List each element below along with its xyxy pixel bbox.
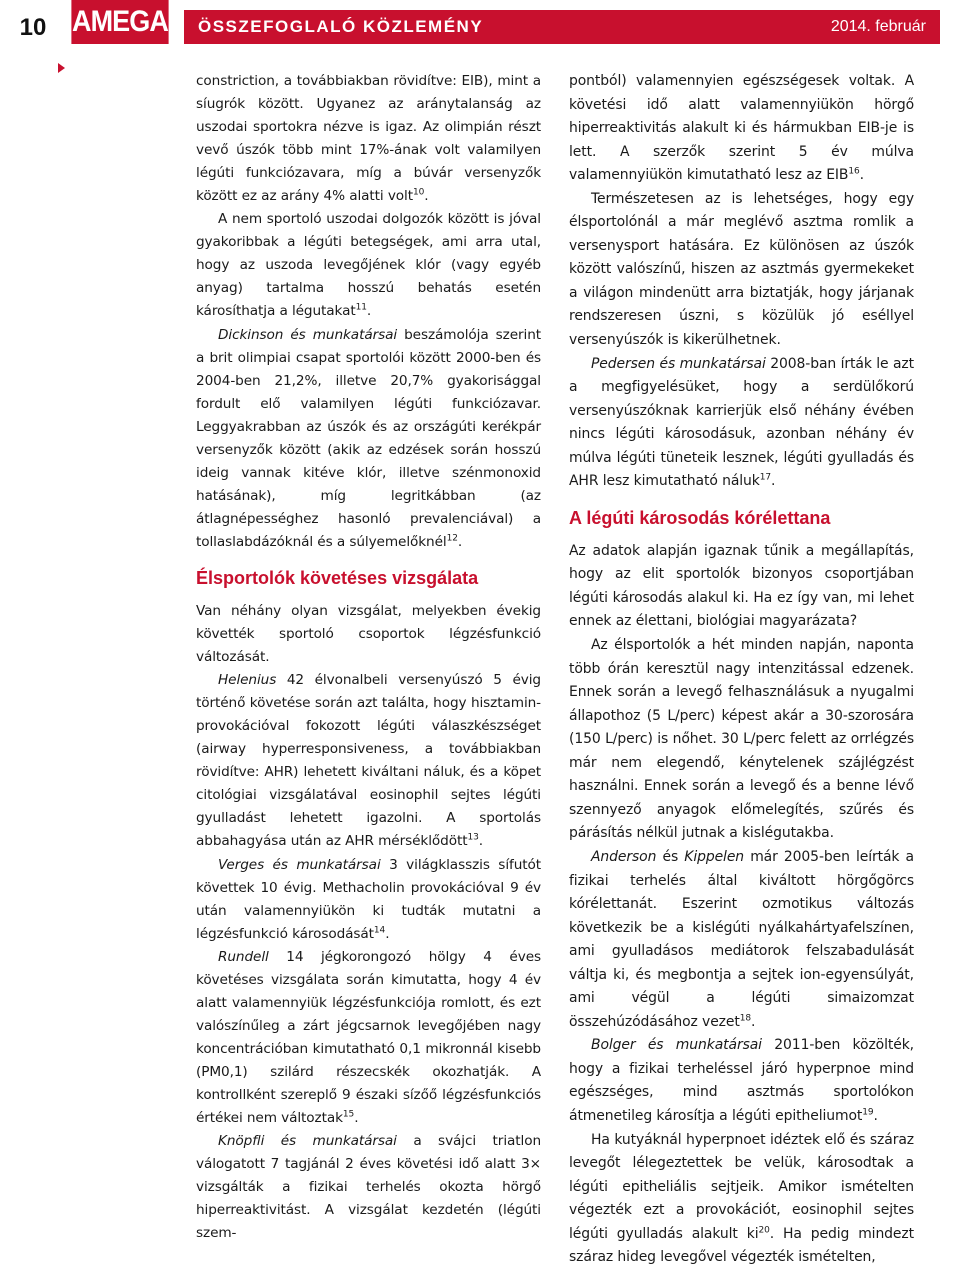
author-name: Knöpfli és munkatársai (218, 1133, 397, 1150)
paragraph: A nem sportoló uszodai dolgozók között is jóval gyakoribbak a légúti betegségek, ami arra utal, hogy az uszoda levegőjének klór (vagy egyéb anyag) tartalma hosszú behatás esetén károsíthatja a légutakat$^{11}$. (196, 211, 541, 320)
paragraph: Ha kutyáknál hyperpnoet idéztek elő és száraz levegőt lélegeztettek be velük, károsodtak a légúti epitheliális sejtjeik. Amikor ismételten végezték ezt a provokációt, eosinophil sejtes légúti gyulladás alakult $ki^{20}$. Ha pedig mindezt száraz hideg levegővel végezték ismételten, (569, 1131, 914, 1266)
left-column (196, 70, 541, 1245)
footnote-ref: 18 (739, 1013, 751, 1024)
footnote-ref: 15 (342, 1109, 355, 1120)
footnote-ref: 20 (758, 1225, 770, 1236)
footnote-ref: 13 (467, 832, 479, 843)
paragraph: pontból) valamennyien egészségesek voltak. A követési idő alatt valamennyiükön hörgő hiperreaktivitás alakult ki és hármukban EIB-je is lett. A szerzők szerint 5 év múlva valamennyiükön kimutatható lesz az EIB$^{16}$. (569, 73, 914, 184)
footnote-ref: 11 (355, 302, 367, 313)
author-name: Dickinson és munkatársai (218, 326, 398, 343)
footnote-ref: 14 (373, 925, 386, 936)
section-heading: Élsportolók követéses vizsgálata (196, 567, 479, 588)
paragraph: Az adatok alapján igaznak tűnik a megállapítás, hogy az elit sportolók bizonyos csoportjában légúti károsodás alakul ki. Ha ez így van, mi lehet ennek az élettani, biológiai magyarázata? (569, 542, 914, 630)
footnote-ref: 19 (862, 1107, 874, 1118)
author-name: Bolger és munkatársai (591, 1037, 762, 1054)
paragraph: Az élsportolók a hét minden napján, naponta több órán keresztül nagy intenzitással edzenek. Ennek során a levegő felhasználásuk a nyugalmi állapothoz (5 L/perc) képest akár a 30-szorosára (150 L/perc) is nőhet. 30 L/perc felett az orrlégzés már nem elegendő, kénytelenek szájlégzést használni. Ennek során a levegő és a benne lévő szennyező anyagok előmelegítés, szűrés és párásítás nélkül jutnak a kislégutakba. (569, 637, 914, 842)
footnote-ref: 10 (412, 187, 425, 198)
author-name: Verges és munkatársai (218, 856, 381, 873)
paragraph: Anderson és Kippelen már 2005-ben leírták a fizikai terhelés által kiváltott hörgőgörcs kórélettanát. Eszerint ozmotikus változás következik be a kislégúti nyálkahártyafelszínen, ami gyulladásos mediátorok felszabadulását váltja ki, és megbontja a sejtek ion-egyensúlyát, ami végül a légúti simaizomzat összehúzódásához vezet$^{18}$. (569, 848, 914, 1030)
footnote-ref: 16 (848, 166, 860, 177)
section-bar (184, 10, 940, 44)
paragraph: Pedersen és munkatársai 2008-ban írták le azt a megfigyelésüket, hogy a serdülőkorú versenyúszóknak karrierjük első néhány évében nincs légúti károsodásuk, azonban néhány év múlva légúti tüneteik lesznek, légúti gyulladás és AHR lesz kimutatható náluk$^{17}$. (569, 355, 914, 490)
arrow-marker-icon (58, 63, 65, 73)
author-name: Kippelen (684, 848, 745, 865)
paragraph: Dickinson és munkatársai beszámolója szerint a brit olimpiai csapat sportolói között 2000-ben és 2004-ben 21,2%, illetve 20,7% gyakorisággal fordult elő valamilyen légúti funkciózavar. Leggyakrabban az úszók és az országúti kerékpár versenyzők között (akik az edzések során hosszú ideig vannak kitéve klór, illetve szénmonoxid hatásának), míg legritkábban (az átlagnépességhez hasonló prevalenciával) a tollaslabdázóknál és a súlyemelőknél$^{12}$. (196, 326, 541, 550)
section-title: ÖSSZEFOGLALÓ KÖZLEMÉNY (198, 17, 484, 36)
paragraph: Knöpfli és munkatársai a svájci triatlon válogatott 7 tagjánál 2 éves követési idő alatt 3× vizsgálták a fizikai terhelés okozta hörgő hiperreaktivitást. A vizsgálat kezdetén (légúti szem- (196, 1133, 541, 1242)
footnote-ref: 17 (759, 472, 772, 483)
paragraph: Helenius 42 élvonalbeli versenyúszó 5 évig történő követése során azt találta, hogy hisztamin-provokációval fokozott légúti válaszkészséget (airway hyperresponsiveness, a továbbiakban rövidítve: AHR) lehetett kiváltani náluk, és a köpet citológiai vizsgálatával eosinophil sejtes légúti gyulladást lehetett igazolni. A sportolás abbahagyása után az AHR mérséklődött$^{13}$. (196, 672, 541, 850)
page-header (0, 0, 960, 56)
brand-logo: AMEGA (71, 0, 168, 44)
author-name: Anderson (591, 848, 657, 865)
right-column (569, 70, 914, 1270)
paragraph: Bolger és munkatársai 2011-ben közölték, hogy a fizikai terheléssel járó hyperpnoe mind egészséges, mind asztmás sportolókon átmenetileg károsítja a légúti epitheliumot$^{19}$. (569, 1037, 914, 1124)
paragraph: Van néhány olyan vizsgálat, melyekben évekig követték sportoló csoportok légzésfunkció változását. (196, 602, 541, 666)
section-heading: A légúti károsodás kórélettana (569, 507, 831, 528)
paragraph: Verges és munkatársai 3 világklasszis sífutót követtek 10 évig. Methacholin provokációval 9 év után valamennyiükön ki tudták mutatni a légzésfunkció károsodását$^{14}$. (196, 856, 541, 942)
author-name: Pedersen és munkatársai (591, 355, 766, 372)
issue-date: 2014. február (830, 18, 926, 35)
footnote-ref: 12 (446, 533, 458, 544)
paragraph: constriction, a továbbiakban rövidítve: EIB), mint a síugrók között. Ugyanez az aránytalanság az uszodai sportokra nézve is igaz. Az olimpián részt vevő úszók több mint 17%-ának volt valamilyen légúti funkciózavara, míg a búvár versenyzők között ez az arány 4% alatti volt$^{10}$. (196, 73, 541, 205)
paragraph: Rundell 14 jégkorongozó hölgy 4 éves követéses vizsgálata során kimutatta, hogy 4 év alatt valamennyiük légzésfunkciója romlott, és ezt valószínűleg a zárt jégcsarnok levegőjében nagy koncentrációban kimutatható 0,1 mikronnál kisebb (PM0,1) szilárd részecskék okozhatják. A kontrollként szereplő 9 északi sízőő légzésfunkciós értékei nem változtak$^{15}$. (196, 948, 541, 1127)
paragraph: Természetesen az is lehetséges, hogy egy élsportolónál a már meglévő asztma romlik a versenysport hatására. Ez különösen az úszók között valószínű, hiszen az asztmás gyermekeket a világon mindenütt arra biztatják, hogy járjanak rendszeresen úszni, s közülük jó eséllyel versenyúszók is kikerülhetnek. (569, 190, 914, 349)
author-name: Helenius (218, 672, 277, 689)
page-number: 10 (19, 14, 47, 41)
author-name: Rundell (218, 948, 269, 965)
